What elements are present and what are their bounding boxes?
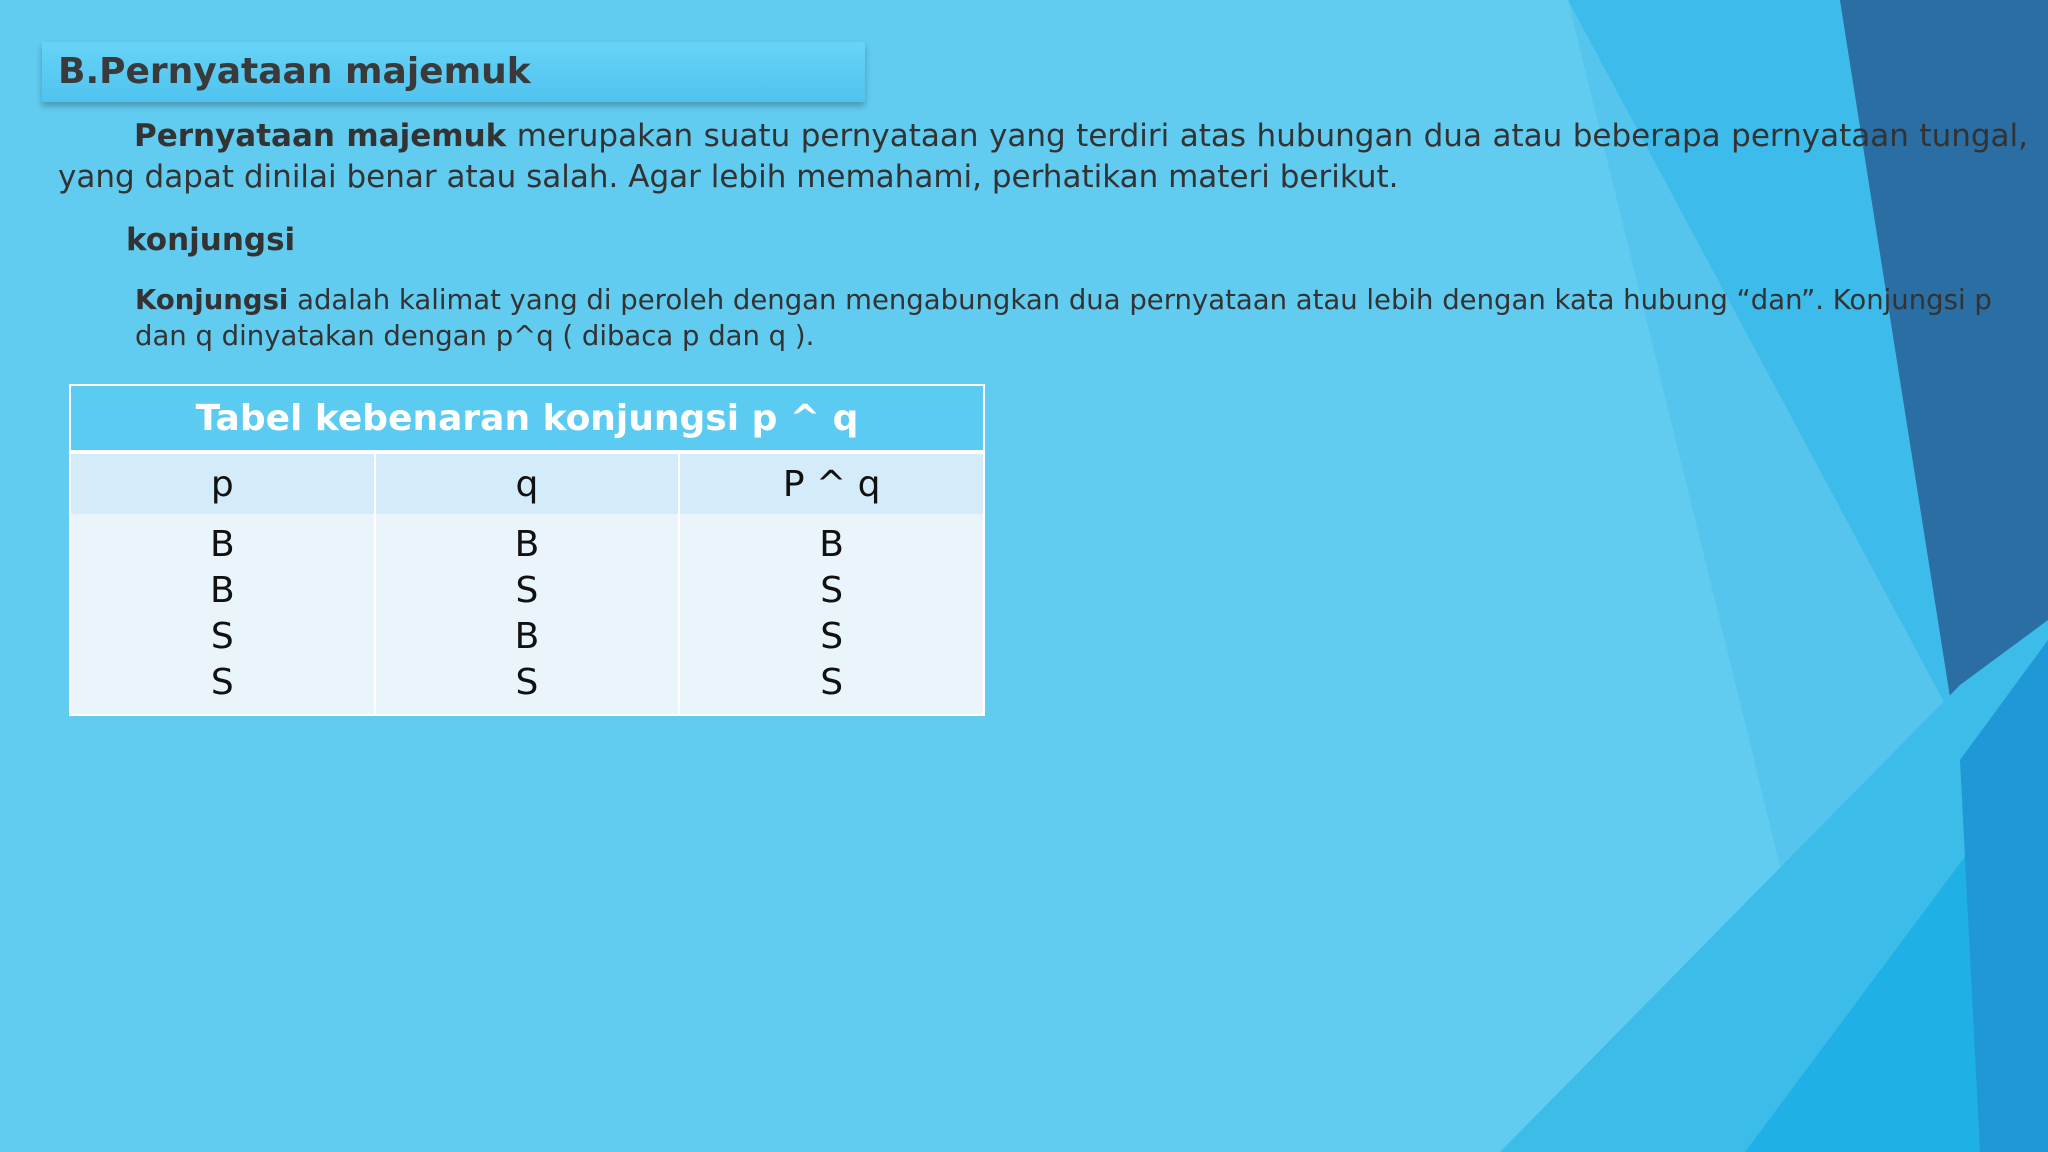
slide-title-bar [42, 42, 865, 102]
column-header-p-and-q: P ^ q [679, 452, 984, 514]
column-q-values [375, 514, 680, 715]
table-cell: B [209, 570, 235, 611]
table-cell: B [514, 524, 540, 565]
truth-table [69, 384, 985, 716]
table-cell: S [820, 570, 844, 611]
table-cell: S [210, 662, 234, 703]
column-p-values [70, 514, 375, 715]
definition-bold-term: Konjungsi [135, 284, 289, 316]
table-cell: B [514, 616, 540, 657]
table-cell: B [819, 524, 844, 565]
column-header-q: q [375, 452, 680, 514]
table-cell: S [515, 570, 539, 611]
table-caption: Tabel kebenaran konjungsi p ^ q [70, 385, 984, 452]
table-cell: S [210, 616, 234, 657]
section-subheading: konjungsi [126, 222, 296, 258]
intro-text: merupakan suatu pernyataan yang terdiri atas hubungan dua atau beberapa pernyataan tungal, yang dapat dinilai benar atau salah. Agar lebih memahami, perhatikan materi berikut. [58, 118, 2028, 195]
column-header-p: p [70, 452, 375, 514]
intro-bold-term: Pernyataan majemuk [134, 118, 507, 154]
table-cell: S [820, 616, 844, 657]
table-cell: B [209, 524, 235, 565]
definition-paragraph [135, 282, 2015, 354]
table-cell: S [515, 662, 539, 703]
intro-paragraph [58, 116, 2028, 198]
column-p-and-q-values [679, 514, 984, 715]
definition-text: adalah kalimat yang di peroleh dengan mengabungkan dua pernyataan atau lebih dengan kata hubung “dan”. Konjungsi p dan q dinyatakan dengan p^q ( dibaca p dan q ). [135, 284, 1992, 352]
slide-title: B.Pernyataan majemuk [58, 51, 531, 92]
table-cell: S [820, 662, 844, 703]
